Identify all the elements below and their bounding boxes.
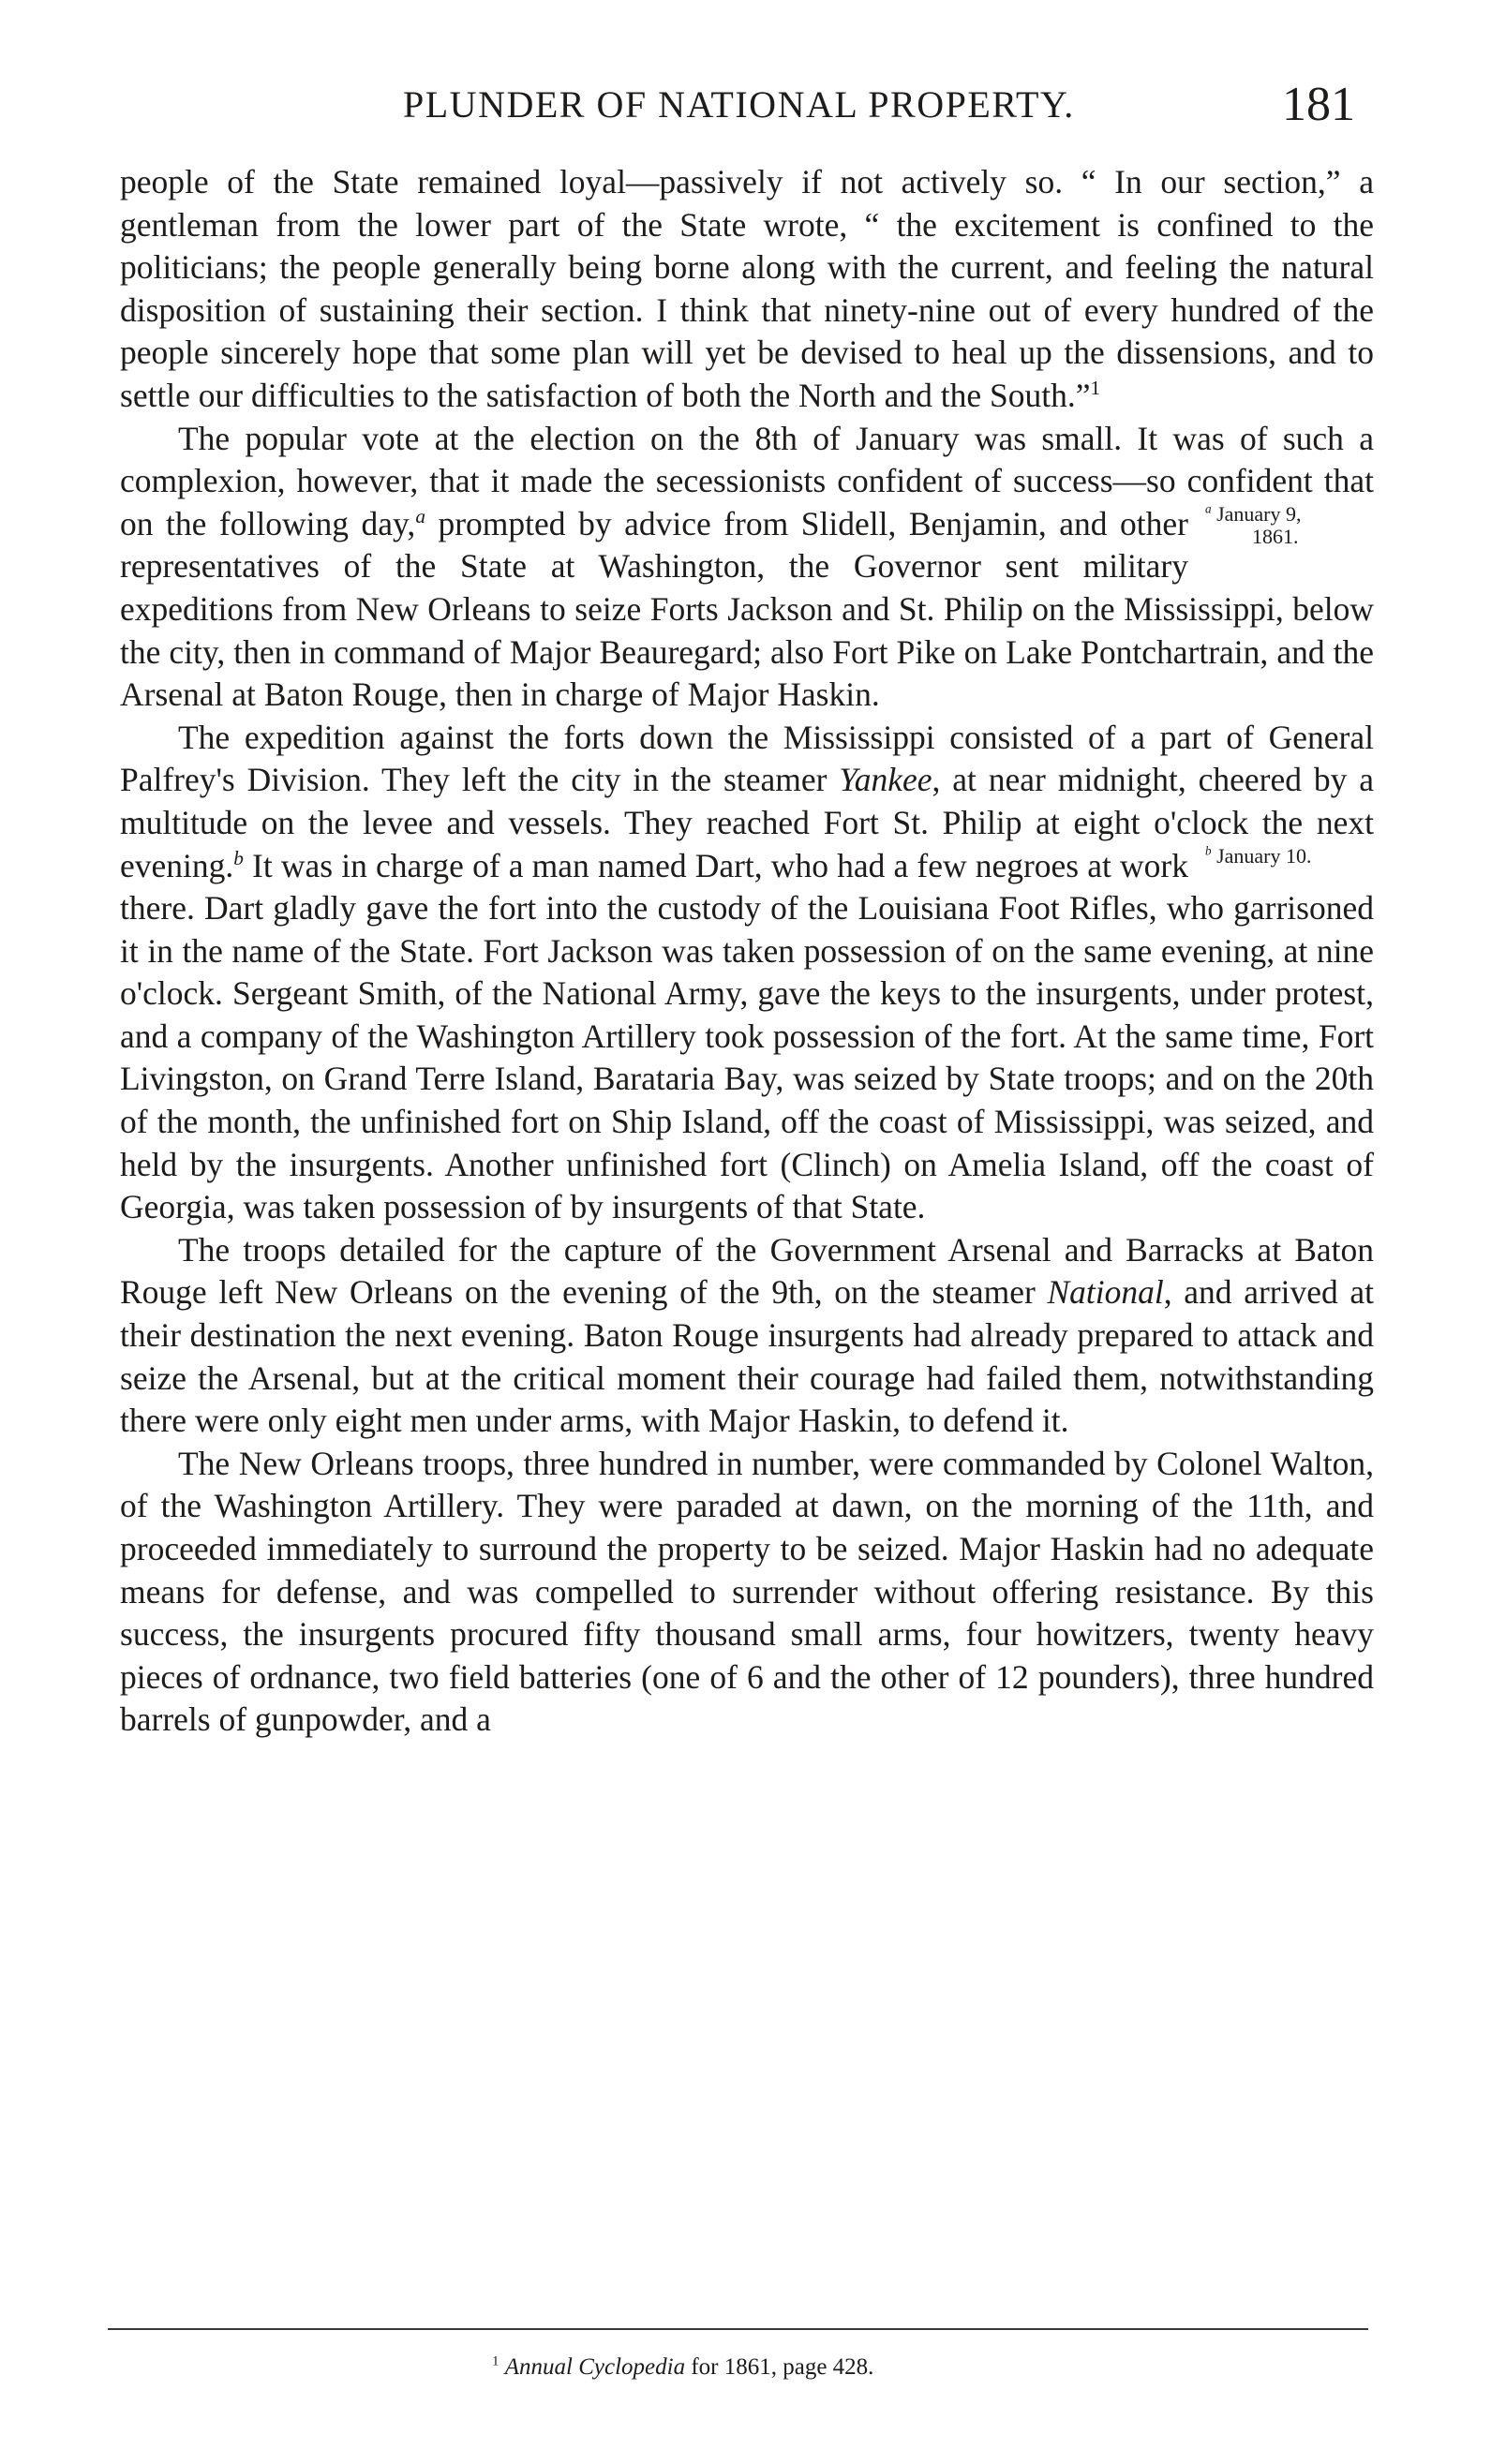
margin-ref-a: a bbox=[415, 504, 425, 527]
paragraph-4-text-a: The troops detailed for the capture of the Government Arsenal and Barracks at Baton Rouge left New Orleans on the evening of the 9th, on the steamer bbox=[120, 1230, 1374, 1312]
footnote-divider bbox=[108, 2328, 1368, 2330]
paragraph-3-text-a: The expedition against the forts down the Mississippi consisted of a part of General Palfrey's Division. They left the city in the steamer bbox=[120, 718, 1374, 799]
footnote bbox=[492, 2354, 873, 2381]
paragraph-2-text-b: prompted by advice from Slidell, Benjamin, and other representatives of the State at Washington, the Governor sent military expeditions from New Orleans to seize Forts Jackson and St. Philip on the Mississippi, below the city, then in command of Major Beauregard; also Fort Pike on Lake Pontchartrain, and the Arsenal at Baton Rouge, then in charge of Major Haskin. bbox=[120, 504, 1374, 714]
margin-note-b-marker: b bbox=[1205, 843, 1212, 858]
paragraph-2-text-a: The popular vote at the election on the 8th of January was small. It was of such a complexion, however, that it made the secessionists confident of success—so confident that on the following day, bbox=[120, 419, 1374, 542]
margin-note-b-date: January 10. bbox=[1216, 843, 1312, 868]
paragraph-1 bbox=[120, 161, 1374, 418]
paragraph-3 bbox=[120, 717, 1374, 1229]
paragraph-5-text: The New Orleans troops, three hundred in number, were commanded by Colonel Walton, of the Washington Artillery. They were paraded at dawn, on the morning of the 11th, and proceeded immediately to surround the property to be seized. Major Haskin had no adequate means for defense, and was compelled to surrender without offering resistance. By this success, the insurgents procured fifty thousand small arms, four howitzers, twenty heavy pieces of ordnance, two field batteries (one of 6 and the other of 12 pounders), three hundred barrels of gunpowder, and a bbox=[120, 1444, 1374, 1739]
margin-note-a bbox=[1205, 503, 1374, 548]
running-title: PLUNDER OF NATIONAL PROPERTY. bbox=[403, 83, 1075, 126]
margin-note-b bbox=[1205, 845, 1374, 868]
ship-name-national: National bbox=[1047, 1273, 1164, 1312]
footnote-marker: 1 bbox=[492, 2353, 500, 2369]
footnote-ref-1: 1 bbox=[1090, 377, 1101, 400]
paragraph-1-text: people of the State remained loyal—passively if not actively so. “ In our section,” a gentleman from the lower part of the State wrote, “ the excitement is confined to the politicians; the people generally being borne along with the current, and feeling the natural disposition of sustaining their section. I think that ninety-nine out of every hundred of the people sincerely hope that some plan will yet be devised to heal up the dissensions, and to settle our difficulties to the satisfaction of both the North and the South.” bbox=[120, 163, 1374, 414]
paragraph-4-text-b: , and arrived at their destination the next evening. Baton Rouge insurgents had already prepared to attack and seize the Arsenal, but at the critical moment their courage had failed them, notwithstanding there were only eight men under arms, with Major Haskin, to defend it. bbox=[120, 1273, 1374, 1440]
margin-note-a-marker: a bbox=[1205, 501, 1212, 516]
paragraph-5 bbox=[120, 1443, 1374, 1742]
paragraph-3-text-c: It was in charge of a man named Dart, who had a few negroes at work there. Dart gladly gave the fort into the custody of the Louisiana Foot Rifles, who garrisoned it in the name of the State. Fort Jackson was taken possession of on the same evening, at nine o'clock. Sergeant Smith, of the National Army, gave the keys to the insurgents, under protest, and a company of the Washington Artillery took possession of the fort. At the same time, Fort Livingston, on Grand Terre Island, Barataria Bay, was seized by State troops; and on the 20th of the month, the unfinished fort on Ship Island, off the coast of Mississippi, was seized, and held by the insurgents. Another unfinished fort (Clinch) on Amelia Island, off the coast of Georgia, was taken possession of by insurgents of that State. bbox=[120, 846, 1374, 1226]
footnote-rest: for 1861, page 428. bbox=[685, 2354, 874, 2380]
page-number: 181 bbox=[1282, 78, 1355, 131]
footnote-title: Annual Cyclopedia bbox=[504, 2354, 686, 2380]
margin-note-a-year: 1861. bbox=[1252, 524, 1299, 548]
paragraph-4 bbox=[120, 1229, 1374, 1443]
paragraph-3-text-b: , at near midnight, cheered by a multitude on the levee and vessels. They reached Fort St. Philip at eight o'clock the next evening. bbox=[120, 761, 1374, 884]
ship-name-yankee: Yankee bbox=[839, 761, 932, 799]
page-header bbox=[0, 78, 1506, 139]
body-text bbox=[120, 161, 1374, 1742]
paragraph-2 bbox=[120, 418, 1374, 717]
margin-ref-b: b bbox=[233, 846, 244, 869]
margin-note-a-date: January 9, bbox=[1216, 501, 1302, 526]
